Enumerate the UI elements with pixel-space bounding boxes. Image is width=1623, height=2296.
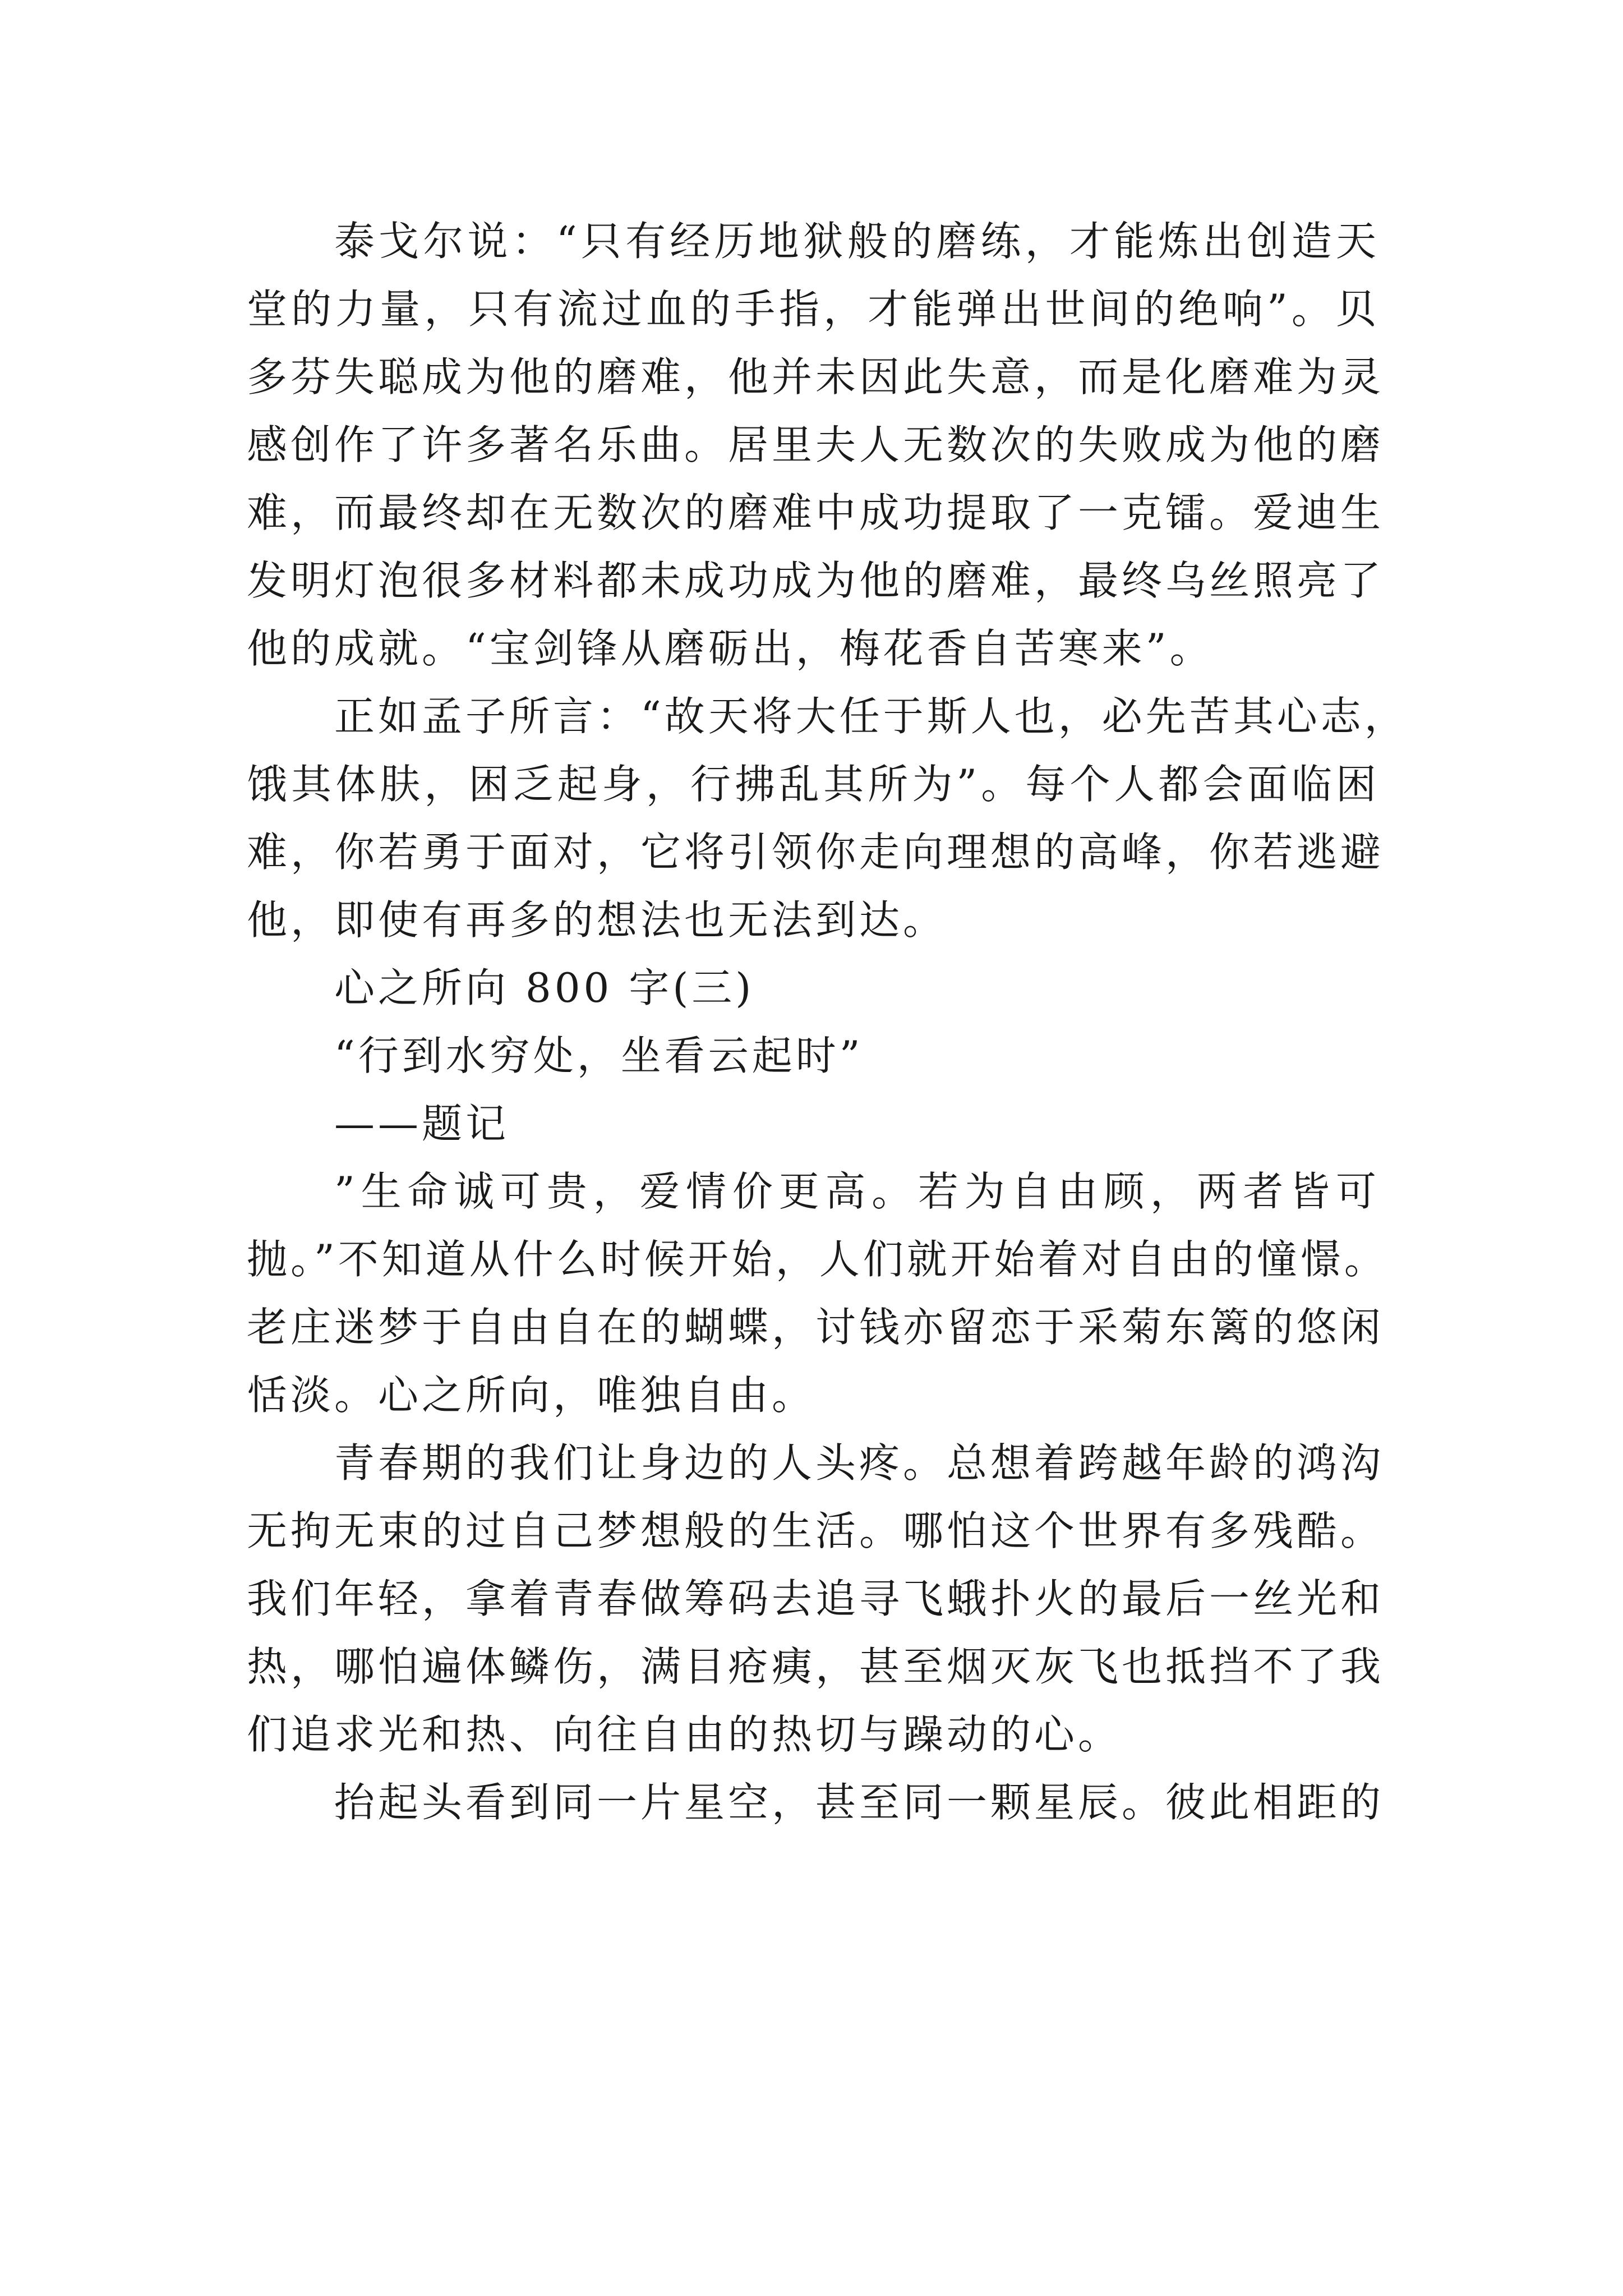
text-line: ”生命诚可贵，爱情价更高。若为自由顾，两者皆可 xyxy=(334,1168,1380,1215)
text-line: 老庄迷梦于自由自在的蝴蝶，讨钱亦留恋于采菊东篱的悠闲 xyxy=(247,1304,1385,1351)
text-line: 他的成就。“宝剑锋从磨砺出，梅花香自苦寒来”。 xyxy=(247,625,1214,672)
text-line: 难，而最终却在无数次的磨难中成功提取了一克镭。爱迪生 xyxy=(247,489,1385,536)
body-text xyxy=(247,208,1408,1837)
epigraph: “行到水穷处，坐看云起时” xyxy=(334,1032,864,1079)
text-line: 抬起头看到同一片星空，甚至同一颗星辰。彼此相距的 xyxy=(334,1779,1385,1826)
section-heading: 心之所向 800 字(三) xyxy=(334,964,755,1011)
text-line: 热，哪怕遍体鳞伤，满目疮痍，甚至烟灭灰飞也抵挡不了我 xyxy=(247,1643,1385,1690)
text-line: 难，你若勇于面对，它将引领你走向理想的高峰，你若逃避 xyxy=(247,829,1385,876)
text-line: 饿其体肤，困乏起身，行拂乱其所为”。每个人都会面临困 xyxy=(247,761,1380,808)
text-line: 抛。”不知道从什么时候开始，人们就开始着对自由的憧憬。 xyxy=(247,1236,1388,1283)
text-line: 多芬失聪成为他的磨难，他并未因此失意，而是化磨难为灵 xyxy=(247,353,1385,401)
text-line: 感创作了许多著名乐曲。居里夫人无数次的失败成为他的磨 xyxy=(247,421,1385,468)
text-line: 我们年轻，拿着青春做筹码去追寻飞蛾扑火的最后一丝光和 xyxy=(247,1575,1385,1622)
text-line: 们追求光和热、向往自由的热切与躁动的心。 xyxy=(247,1711,1122,1758)
text-line: 他，即使有再多的想法也无法到达。 xyxy=(247,896,947,944)
text-line: 恬淡。心之所向，唯独自由。 xyxy=(247,1372,816,1419)
text-line: 无拘无束的过自己梦想般的生活。哪怕这个世界有多残酷。 xyxy=(247,1507,1385,1554)
text-line: 发明灯泡很多材料都未成功成为他的磨难，最终乌丝照亮了 xyxy=(247,557,1385,604)
text-line: 正如孟子所言：“故天将大任于斯人也，必先苦其心志， xyxy=(334,693,1408,740)
epigraph-attribution: ——题记 xyxy=(334,1100,510,1147)
text-line: 泰戈尔说：“只有经历地狱般的磨练，才能炼出创造天 xyxy=(334,218,1380,265)
text-line: 青春期的我们让身边的人头疼。总想着跨越年龄的鸿沟 xyxy=(334,1439,1385,1487)
text-line: 堂的力量，只有流过血的手指，才能弹出世间的绝响”。贝 xyxy=(247,286,1380,333)
